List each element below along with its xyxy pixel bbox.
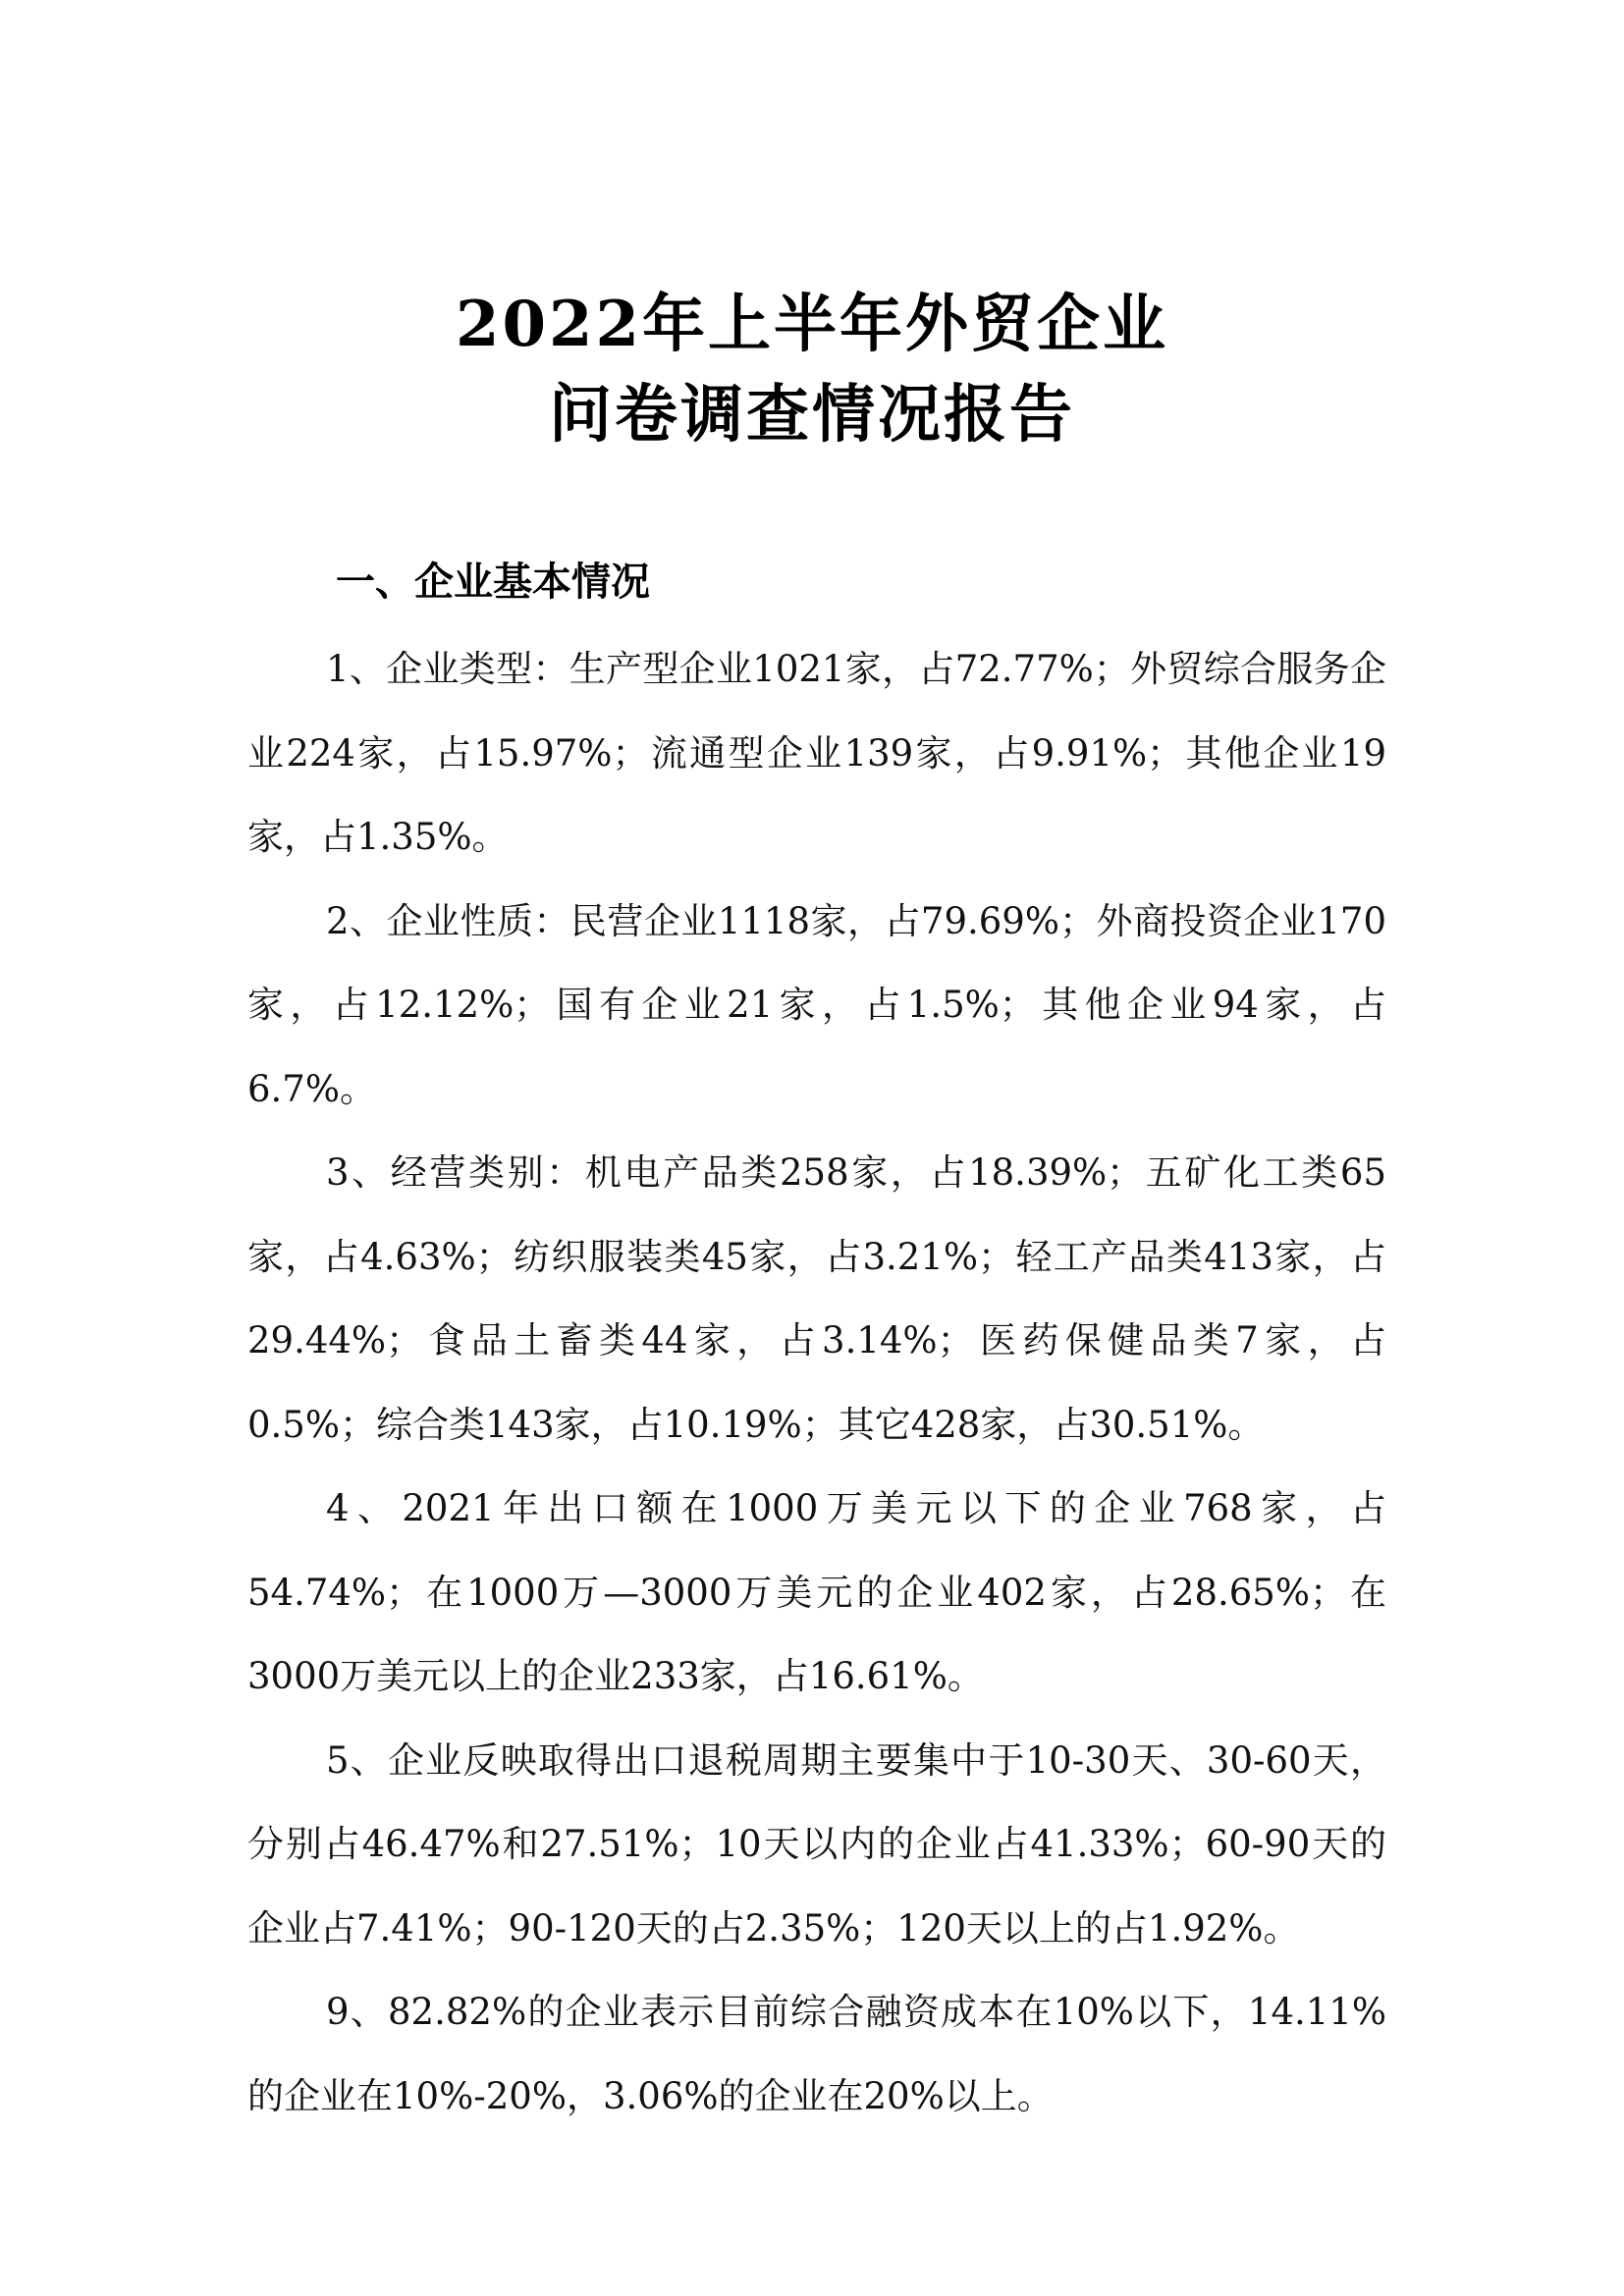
paragraph-business-category: 3、经营类别：机电产品类258家，占18.39%；五矿化工类65家，占4.63%；纺织服装类45家，占3.21%；轻工产品类413家，占29.44%；食品土畜类44家，占3.14%；医药保健品类7家，占0.5%；综合类143家，占10.19%；其它428家，占30.51%。 xyxy=(247,1151,1386,1446)
section-heading: 一、企业基本情况 xyxy=(336,560,650,605)
document-title xyxy=(0,280,1624,460)
paragraph-enterprise-type: 1、企业类型：生产型企业1021家，占72.77%；外贸综合服务企业224家，占15.97%；流通型企业139家，占9.91%；其他企业19家，占1.35%。 xyxy=(247,648,1386,858)
paragraph-tax-rebate-cycle: 5、企业反映取得出口退税周期主要集中于10-30天、30-60天，分别占46.47%和27.51%；10天以内的企业占41.33%；60-90天的企业占7.41%；90-120天的占2.35%；120天以上的占1.92%。 xyxy=(247,1738,1386,1949)
paragraph-financing-cost: 9、82.82%的企业表示目前综合融资成本在10%以下，14.11%的企业在10%-20%，3.06%的企业在20%以上。 xyxy=(247,1991,1386,2117)
paragraph-export-volume: 4、2021年出口额在1000万美元以下的企业768家，占54.74%；在1000万—3000万美元的企业402家，占28.65%；在3000万美元以上的企业233家，占16.61%。 xyxy=(247,1487,1386,1697)
paragraph-enterprise-nature: 2、企业性质：民营企业1118家，占79.69%；外商投资企业170家，占12.12%；国有企业21家，占1.5%；其他企业94家，占6.7%。 xyxy=(247,899,1386,1110)
document-body xyxy=(247,555,1386,2138)
title-line-1: 2022年上半年外贸企业 xyxy=(455,288,1169,361)
title-line-2: 问卷调查情况报告 xyxy=(549,378,1075,452)
